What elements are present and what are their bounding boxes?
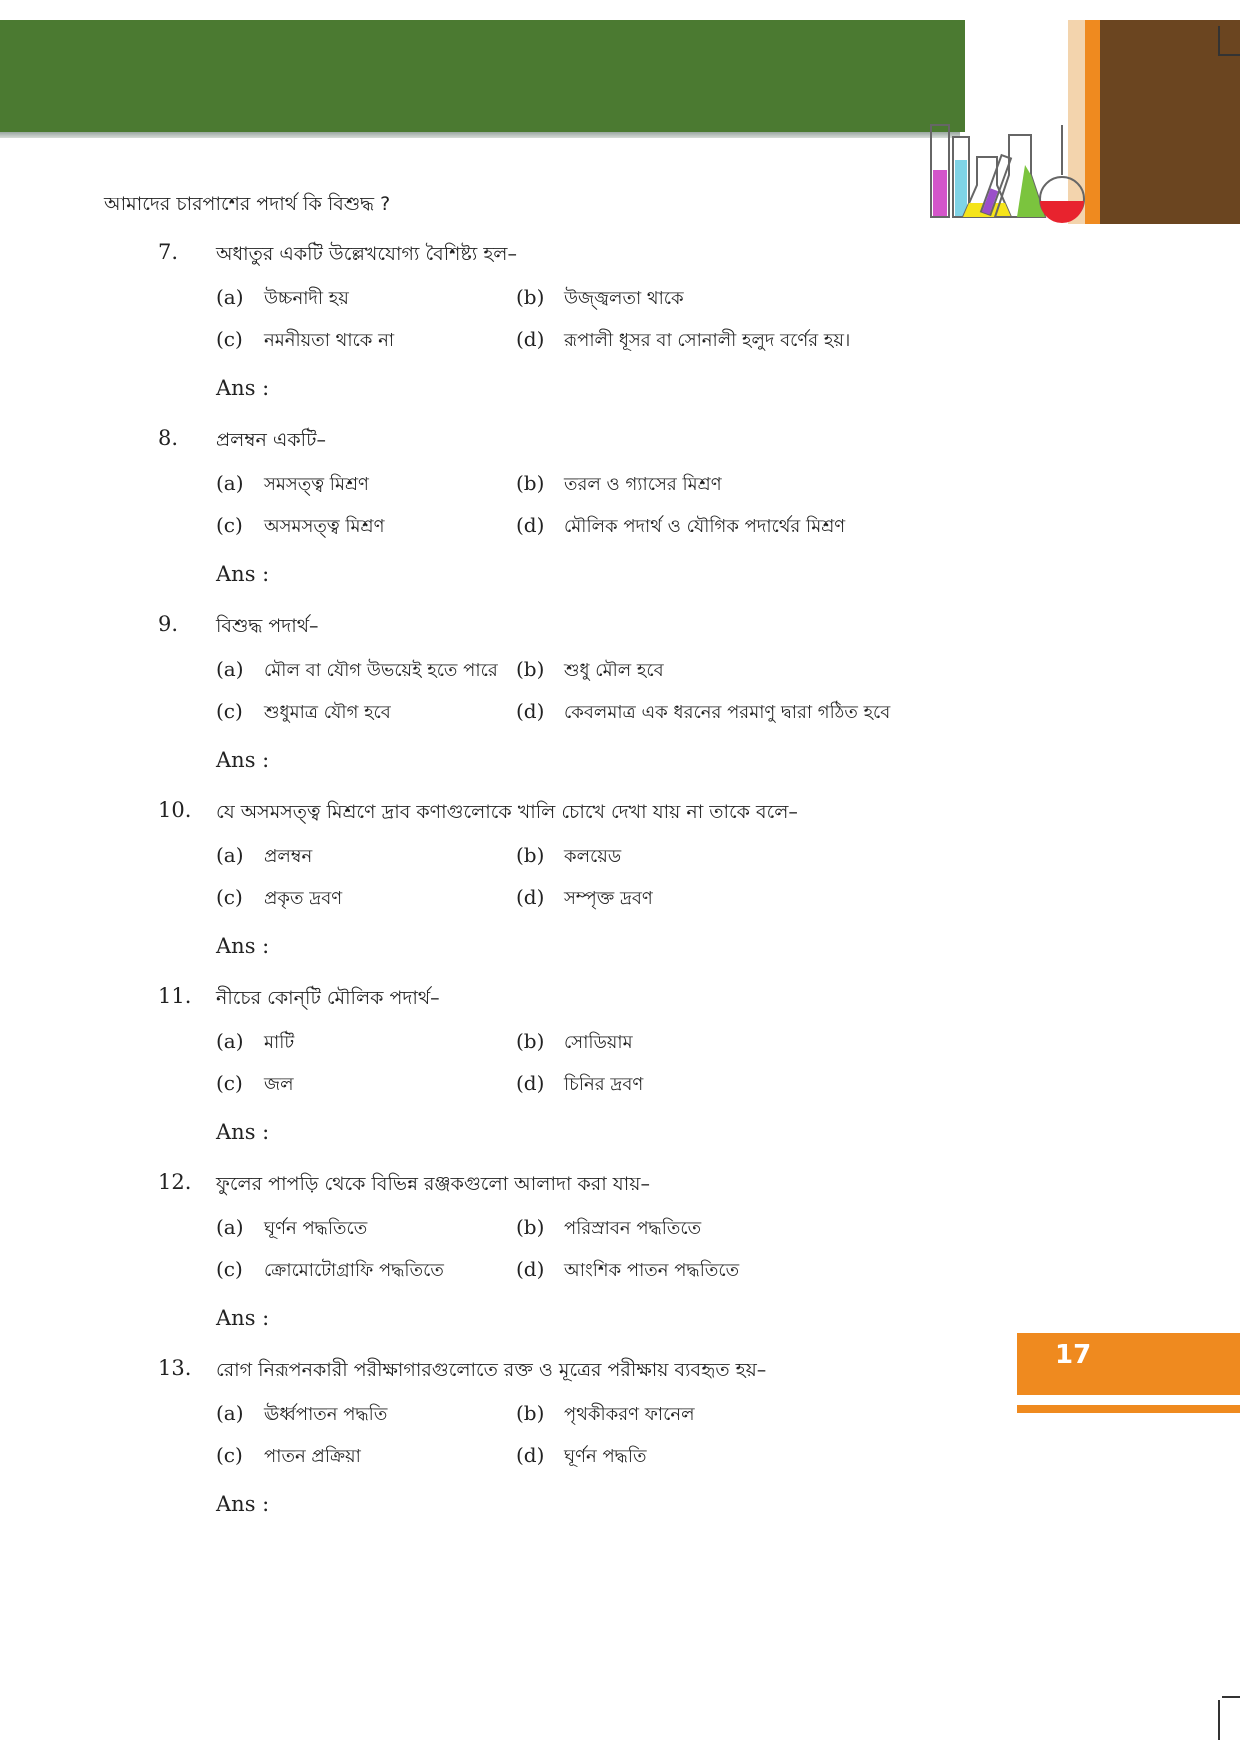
header-shadow bbox=[0, 132, 960, 138]
header-banner bbox=[0, 20, 965, 132]
question-number: 9. bbox=[158, 612, 179, 636]
crop-mark-bottom bbox=[1218, 1700, 1220, 1740]
option-a: (a) মৌল বা যৌগ উভয়েই হতে পারে bbox=[216, 657, 498, 681]
question-text: ফুলের পাপড়ি থেকে বিভিন্ন রঞ্জকগুলো আলাদা করা যায়– bbox=[216, 1173, 650, 1195]
option-d: (d) ঘূর্ণন পদ্ধতি bbox=[516, 1443, 647, 1467]
option-d: (d) রূপালী ধূসর বা সোনালী হলুদ বর্ণের হয়। bbox=[516, 327, 851, 351]
page-number-rule bbox=[1017, 1405, 1240, 1413]
option-a: (a) ঊর্ধ্বপাতন পদ্ধতি bbox=[216, 1401, 388, 1425]
option-a: (a) প্রলম্বন bbox=[216, 843, 313, 867]
question-text: নীচের কোন্‌টি মৌলিক পদার্থ– bbox=[216, 987, 440, 1009]
option-c: (c) নমনীয়তা থাকে না bbox=[216, 327, 395, 351]
question-text: যে অসমসত্ত্ব মিশ্রণে দ্রাব কণাগুলোকে খালি চোখে দেখা যায় না তাকে বলে– bbox=[216, 801, 798, 823]
option-d: (d) মৌলিক পদার্থ ও যৌগিক পদার্থের মিশ্রণ bbox=[516, 513, 846, 537]
question-number: 10. bbox=[158, 798, 192, 822]
option-d: (d) চিনির দ্রবণ bbox=[516, 1071, 644, 1095]
answer-label: Ans : bbox=[216, 934, 270, 958]
option-c: (c) জল bbox=[216, 1071, 294, 1095]
option-c: (c) প্রকৃত দ্রবণ bbox=[216, 885, 343, 909]
option-a: (a) সমসত্ত্ব মিশ্রণ bbox=[216, 471, 369, 495]
option-a: (a) উচ্চনাদী হয় bbox=[216, 285, 349, 309]
option-d: (d) সম্পৃক্ত দ্রবণ bbox=[516, 885, 653, 909]
option-b: (b) পৃথকীকরণ ফানেল bbox=[516, 1401, 695, 1425]
option-c: (c) অসমসত্ত্ব মিশ্রণ bbox=[216, 513, 385, 537]
answer-label: Ans : bbox=[216, 1492, 270, 1516]
question-number: 8. bbox=[158, 426, 179, 450]
option-b: (b) শুধু মৌল হবে bbox=[516, 657, 664, 681]
answer-label: Ans : bbox=[216, 1120, 270, 1144]
crop-mark-top bbox=[1218, 26, 1220, 54]
answer-label: Ans : bbox=[216, 562, 270, 586]
question-text: রোগ নিরূপনকারী পরীক্ষাগারগুলোতে রক্ত ও মূত্রের পরীক্ষায় ব্যবহৃত হয়– bbox=[216, 1359, 767, 1381]
page-number: 17 bbox=[1055, 1340, 1092, 1370]
question-text: বিশুদ্ধ পদার্থ– bbox=[216, 615, 319, 637]
answer-label: Ans : bbox=[216, 748, 270, 772]
answer-label: Ans : bbox=[216, 1306, 270, 1330]
option-b: (b) তরল ও গ্যাসের মিশ্রণ bbox=[516, 471, 722, 495]
option-a: (a) মাটি bbox=[216, 1029, 295, 1053]
option-c: (c) ক্রোমোটোগ্রাফি পদ্ধতিতে bbox=[216, 1257, 444, 1281]
option-b: (b) উজ্জ্বলতা থাকে bbox=[516, 285, 684, 309]
crop-mark-top-h bbox=[1218, 54, 1240, 56]
running-head: আমাদের চারপাশের পদার্থ কি বিশুদ্ধ ? bbox=[104, 193, 391, 215]
question-text: অধাতুর একটি উল্লেখযোগ্য বৈশিষ্ট্য হল– bbox=[216, 243, 517, 265]
option-d: (d) কেবলমাত্র এক ধরনের পরমাণু দ্বারা গঠিত হবে bbox=[516, 699, 891, 723]
lab-glassware-illustration bbox=[925, 115, 1090, 230]
option-c: (c) পাতন প্রক্রিয়া bbox=[216, 1443, 361, 1467]
question-number: 13. bbox=[158, 1356, 192, 1380]
answer-label: Ans : bbox=[216, 376, 270, 400]
question-number: 12. bbox=[158, 1170, 192, 1194]
crop-mark-bottom-h bbox=[1222, 1696, 1240, 1698]
option-d: (d) আংশিক পাতন পদ্ধতিতে bbox=[516, 1257, 740, 1281]
option-b: (b) পরিস্রাবন পদ্ধতিতে bbox=[516, 1215, 702, 1239]
question-number: 7. bbox=[158, 240, 179, 264]
question-text: প্রলম্বন একটি– bbox=[216, 429, 326, 451]
option-b: (b) সোডিয়াম bbox=[516, 1029, 633, 1053]
question-number: 11. bbox=[158, 984, 192, 1008]
option-c: (c) শুধুমাত্র যৌগ হবে bbox=[216, 699, 391, 723]
option-b: (b) কলয়েড bbox=[516, 843, 622, 867]
option-a: (a) ঘূর্ণন পদ্ধতিতে bbox=[216, 1215, 368, 1239]
page-number-tab bbox=[1017, 1333, 1240, 1395]
